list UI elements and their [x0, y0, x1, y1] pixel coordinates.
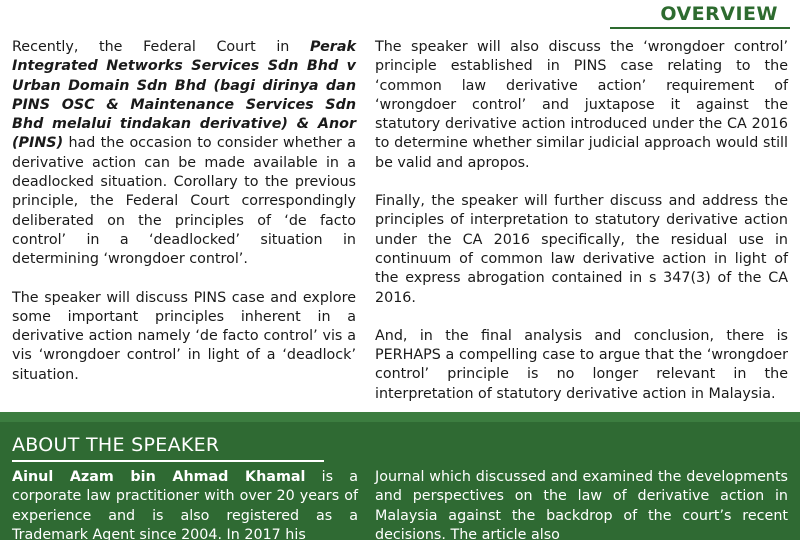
- speaker-left-text: [12, 468, 358, 545]
- overview-heading: OVERVIEW: [660, 3, 778, 25]
- speaker-right-text: Journal which discussed and examined the developments and perspectives on the law of derivative action in Malaysia against the backdrop of the court’s recent decisions. The article also: [375, 469, 788, 543]
- speaker-top-bar: [0, 412, 800, 422]
- about-speaker-section: [0, 412, 800, 543]
- overview-underline: [610, 27, 790, 29]
- left-paragraph-1: [12, 38, 356, 270]
- left-p1-body: had the occasion to consider whether a derivative action can be made available in a deadlocked situation. Corollary to the previous principle, the Federal Court correspondingly deliberated on the principles of ‘de facto control’ in a ‘deadlocked’ situation in determining ‘wrongdoer control’.: [12, 135, 356, 268]
- speaker-name: Ainul Azam bin Ahmad Khamal: [12, 469, 306, 485]
- case-name: Perak Integrated Networks Services Sdn Bhd v Urban Domain Sdn Bhd (bagi dirinya dan PINS OSC & Maintenance Services Sdn Bhd melalui tindakan derivative) & Anor (PINS): [12, 39, 356, 152]
- right-paragraph-3: And, in the final analysis and conclusion, there is PERHAPS a compelling case to argue that the ‘wrongdoer control’ principle is no longer relevant in the interpretation of statutory derivative action in Malaysia.: [375, 327, 788, 402]
- left-p1-intro: Recently, the Federal Court in: [12, 39, 310, 55]
- right-column: [375, 38, 788, 423]
- about-speaker-heading: ABOUT THE SPEAKER: [12, 434, 220, 456]
- right-paragraph-2: Finally, the speaker will further discuss and address the principles of interpretation to statutory derivative action under the CA 2016 specifically, the residual use in continuum of common law derivative action in light of the express abrogation contained in s 347(3) of the CA 2016.: [375, 193, 788, 306]
- speaker-bio-start: is a corporate law practitioner with over 20 years of experience and is also registered as a Trademark Agent since 2004. In 2017 his: [12, 469, 359, 543]
- speaker-underline: [12, 460, 324, 462]
- right-paragraph-1: The speaker will also discuss the ‘wrongdoer control’ principle established in PINS case relating to the ‘common law derivative action’ requirement of ‘wrongdoer control’ and juxtapose it against the statutory derivative action introduced under the CA 2016 to determine whether similar judicial approach would still be valid and apropos.: [375, 39, 788, 171]
- left-column: [12, 38, 356, 404]
- left-paragraph-2: The speaker will discuss PINS case and explore some important principles inherent in a derivative action namely ‘de facto control’ vis a vis ‘wrongdoer control’ in light of a ‘deadlock’ situation.: [12, 289, 356, 383]
